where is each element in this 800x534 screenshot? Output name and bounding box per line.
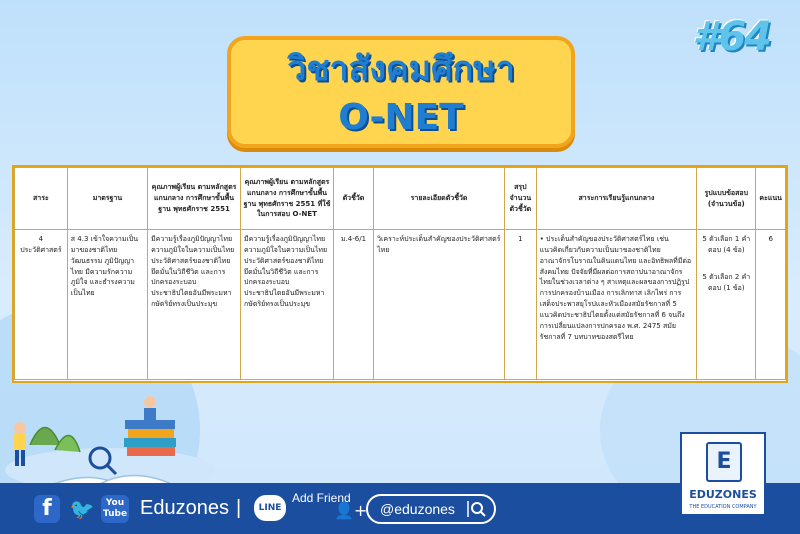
table-header-row <box>15 168 786 230</box>
header-summary-count: สรุป จำนวน ตัวชี้วัด <box>505 168 537 230</box>
cell-core-learning <box>536 230 697 380</box>
header-score: คะแนน <box>756 168 786 230</box>
question-format-double: 5 ตัวเลือก 2 คำตอบ (1 ข้อ) <box>702 272 751 292</box>
handle-text: @eduzones <box>380 501 455 517</box>
cell-quality-onet: มีความรู้เรื่องภูมิปัญญาไทย ความภูมิใจในความเป็นไทย ประวัติศาสตร์ของชาติไทย ยึดมั่นในวิถีชีวิต และการปกครองระบอบประชาธิปไตยอันมีพระมหากษัตริย์ทรงเป็นประมุข <box>241 230 334 380</box>
core-learning-list <box>540 234 694 342</box>
add-friend-label: Add Friend <box>292 491 351 505</box>
cell-question-format <box>697 230 756 380</box>
header-indicator: ตัวชี้วัด <box>333 168 373 230</box>
eduzones-logo <box>680 432 766 516</box>
line-icon[interactable]: LINE <box>254 495 286 521</box>
search-icon[interactable] <box>466 499 486 519</box>
handle-search-pill[interactable] <box>366 494 496 524</box>
add-friend-icon: 👤+ <box>334 501 368 520</box>
title-exam: O-NET <box>338 97 464 138</box>
cell-score: 6 <box>756 230 786 380</box>
twitter-icon[interactable]: 🐦 <box>69 497 95 521</box>
header-quality-onet: คุณภาพผู้เรียน ตามหลักสูตรแกนกลาง การศึกษาขั้นพื้นฐาน พุทธศักราช 2551 ที่ใช้ในการสอบ O-NET <box>241 168 334 230</box>
logo-name: EDUZONES <box>689 488 757 501</box>
cell-subject: 4 ประวัติศาสตร์ <box>15 230 68 380</box>
study-illustration <box>0 350 220 500</box>
cell-indicator: ม.4-6/1 <box>333 230 373 380</box>
logo-letter: E <box>706 442 742 482</box>
header-standard: มาตรฐาน <box>67 168 147 230</box>
facebook-icon[interactable]: f <box>34 495 60 523</box>
header-question-format: รูปแบบข้อสอบ (จำนวนข้อ) <box>697 168 756 230</box>
curriculum-table-grid <box>14 167 786 380</box>
youtube-icon[interactable]: You Tube <box>101 495 129 523</box>
title-banner <box>227 36 575 148</box>
cell-standard: ส 4.3 เข้าใจความเป็นมาของชาติไทย วัฒนธรรม ภูมิปัญญาไทย มีความรักความภูมิใจ และธำรงความเป็นไทย <box>67 230 147 380</box>
title-subject: วิชาสังคมศึกษา <box>287 49 515 89</box>
header-core-learning: สาระการเรียนรู้แกนกลาง <box>536 168 697 230</box>
header-quality-basic: คุณภาพผู้เรียน ตามหลักสูตรแกนกลาง การศึกษาขั้นพื้นฐาน พุทธศักราช 2551 <box>148 168 241 230</box>
cell-summary-count: 1 <box>505 230 537 380</box>
question-format-single: 5 ตัวเลือก 1 คำตอบ (4 ข้อ) <box>702 235 751 254</box>
header-indicator-detail: รายละเอียดตัวชี้วัด <box>374 168 505 230</box>
episode-number: #64 <box>692 14 770 60</box>
brand-name: Eduzones <box>140 497 229 519</box>
cell-quality-basic: มีความรู้เรื่องภูมิปัญญาไทย ความภูมิใจในความเป็นไทย ประวัติศาสตร์ของชาติไทย ยึดมั่นในวิถีชีวิต และการปกครองระบอบประชาธิปไตยอันมีพระมหากษัตริย์ทรงเป็นประมุข <box>148 230 241 380</box>
list-item: • ประเด็นสำคัญของประวัติศาสตร์ไทย เช่น แนวคิดเกี่ยวกับความเป็นมาของชาติไทย อาณาจักรโบราณในดินแดนไทย และอิทธิพลที่มีต่อสังคมไทย ปัจจัยที่มีผลต่อการสถาปนาอาณาจักรไทยในช่วงเวลาต่าง ๆ สาเหตุและผลของการปฏิรูปการปกครองบ้านเมือง การเลิกทาส เลิกไพร่ การเสด็จประพาสยุโรปและหัวเมืองสมัยรัชกาลที่ 5 แนวคิดประชาธิปไตยตั้งแต่สมัยรัชกาลที่ 6 จนถึงการเปลี่ยนแปลงการปกครอง พ.ศ. 2475 สมัยรัชกาลที่ 7 บทบาทของสตรีไทย <box>540 234 694 342</box>
logo-tagline: THE EDUCATION COMPANY <box>689 504 757 510</box>
header-subject: สาระ <box>15 168 68 230</box>
cell-indicator-detail: วิเคราะห์ประเด็นสำคัญของประวัติศาสตร์ไทย <box>374 230 505 380</box>
footer-separator: | <box>236 497 242 519</box>
